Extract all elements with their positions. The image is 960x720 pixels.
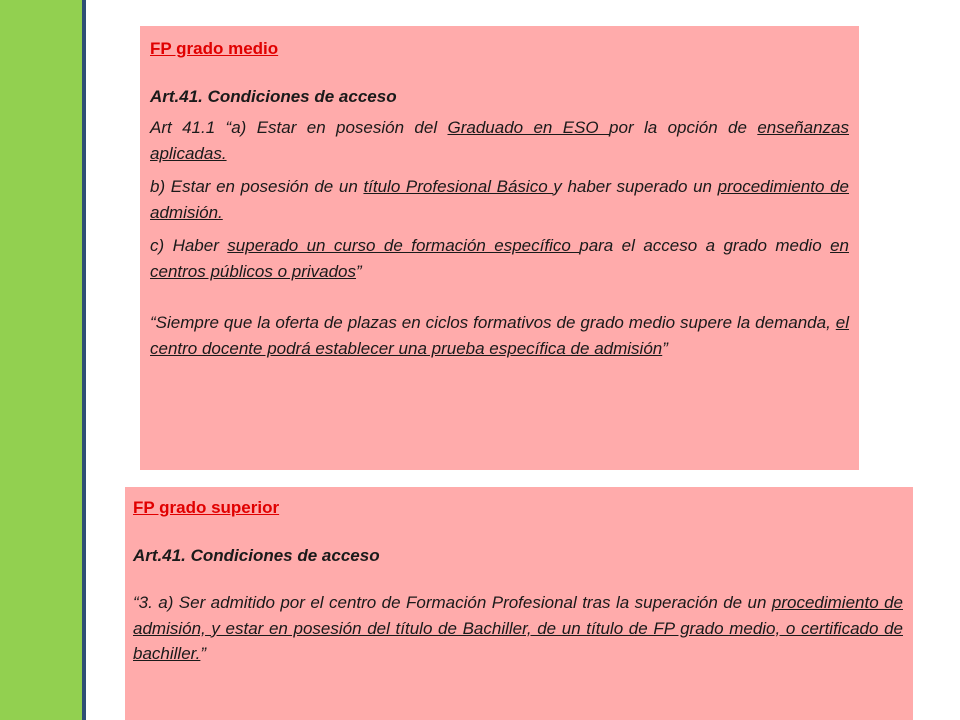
- fp-grado-medio-box: [140, 26, 859, 470]
- paragraph-quote: “Siempre que la oferta de plazas en ciclos formativos de grado medio supere la demanda, el centro docente podrá establecer una prueba específica de admisión”: [150, 313, 849, 358]
- paragraph-a: Art 41.1 “a) Estar en posesión del Graduado en ESO por la opción de enseñanzas aplicadas.: [150, 118, 849, 163]
- article-title: Art.41. Condiciones de acceso: [133, 545, 380, 565]
- paragraph-b: b) Estar en posesión de un título Profesional Básico y haber superado un procedimiento de admisión.: [150, 177, 849, 222]
- fp-grado-medio-heading: FP grado medio: [150, 39, 279, 58]
- paragraph-3a: “3. a) Ser admitido por el centro de Formación Profesional tras la superación de un procedimiento de admisión, y estar en posesión del título de Bachiller, de un título de FP grado medio, o certificado de bachiller.”: [133, 593, 903, 663]
- fp-grado-superior-box: [125, 487, 913, 720]
- fp-grado-superior-heading: FP grado superior: [133, 498, 280, 517]
- green-sidebar: [0, 0, 86, 720]
- paragraph-c: c) Haber superado un curso de formación específico para el acceso a grado medio en centros públicos o privados”: [150, 236, 849, 281]
- article-title: Art.41. Condiciones de acceso: [150, 86, 397, 106]
